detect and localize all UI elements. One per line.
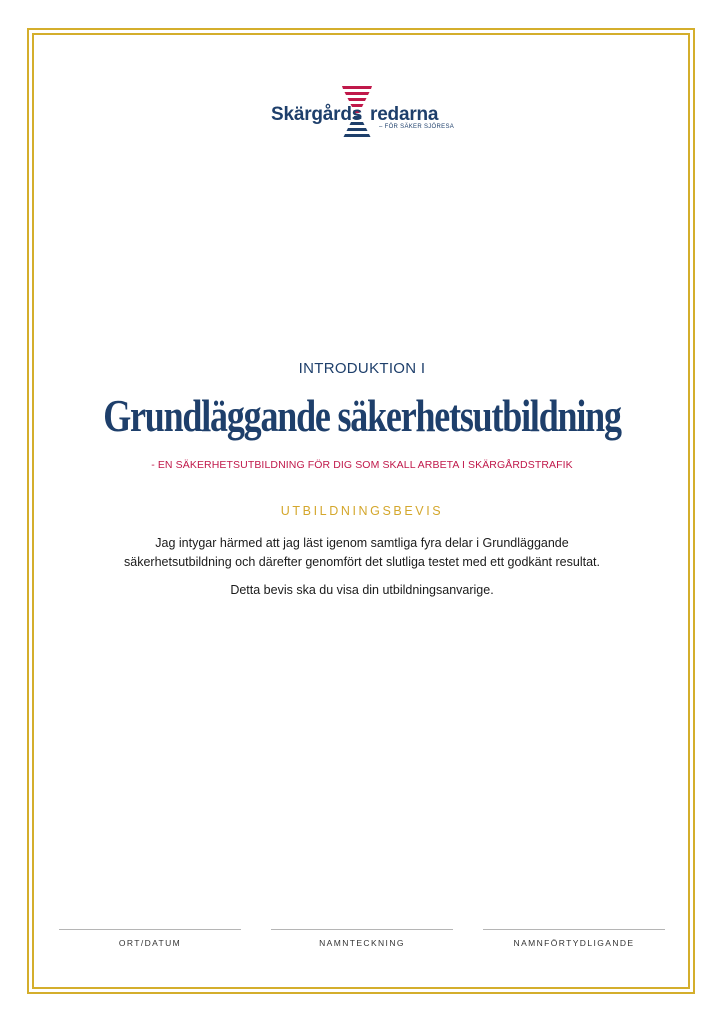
logo-name-right: redarna <box>370 104 439 125</box>
certificate-instruction: Detta bevis ska du visa din utbildningsanvarige. <box>230 583 494 597</box>
certificate-subtitle: - EN SÄKERHETSUTBILDNING FÖR DIG SOM SKALL ARBETA I SKÄRGÅRDSTRAFIK <box>151 459 573 471</box>
signature-label-name-clarification: NAMNFÖRTYDLIGANDE <box>513 938 635 948</box>
certificate-title: Grundläggande säkerhetsutbildning <box>103 391 621 441</box>
signature-line-place-date <box>59 929 241 930</box>
signature-line-name-clarification <box>483 929 665 930</box>
certificate-statement-line-2: säkerhetsutbildning och därefter genomfört det slutliga testet med ett godkänt resultat. <box>124 555 600 569</box>
logo-tagline: – FÖR SÄKER SJÖRESA <box>379 124 455 130</box>
signature-label-place-date: ORT/DATUM <box>118 938 182 948</box>
signature-line-signature <box>271 929 453 930</box>
certificate-statement-line-1: Jag intygar härmed att jag läst igenom samtliga fyra delar i Grundläggande <box>155 536 569 550</box>
logo-name-left: Skärgårds <box>271 104 363 125</box>
certificate-heading: UTBILDNINGSBEVIS <box>280 504 444 518</box>
signature-label-signature: NAMNTECKNING <box>319 938 405 948</box>
intro-heading: INTRODUKTION I <box>298 360 426 377</box>
